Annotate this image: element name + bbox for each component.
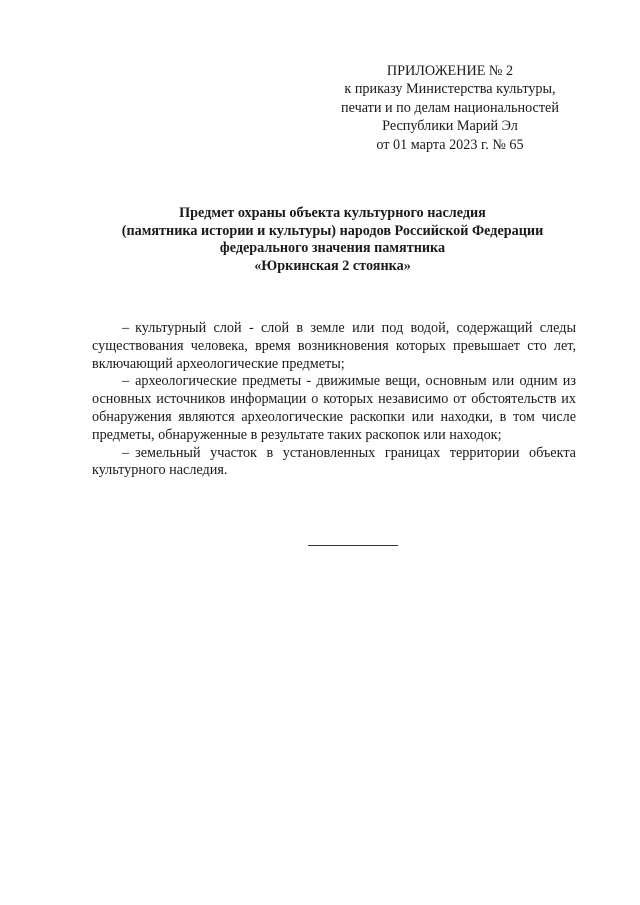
list-dash: –	[122, 444, 130, 461]
title-line-3: федерального значения памятника	[219, 240, 446, 257]
list-item-text: археологические предметы - движимые вещи, основным или одним из основных источников информации о которых независимо от обстоятельств их обнаружения являются археологические раскопки или находки, в том числе предметы, обнаруженные в результате таких раскопок или находок;	[92, 373, 576, 443]
title-line-4: «Юркинская 2 стоянка»	[254, 257, 411, 274]
appendix-ministry-line: печати и по делам национальностей	[341, 99, 559, 116]
appendix-header	[320, 62, 580, 154]
title-line-1: Предмет охраны объекта культурного наследия	[179, 205, 486, 221]
list-item-land-plot	[92, 445, 576, 481]
title-line-2: (памятника истории и культуры) народов Российской Федерации	[121, 222, 544, 239]
appendix-date-line: от 01 марта 2023 г. № 65	[376, 136, 524, 153]
document-title	[80, 205, 585, 275]
appendix-number: ПРИЛОЖЕНИЕ № 2	[386, 63, 514, 79]
list-item-cultural-layer	[92, 320, 576, 373]
list-dash: –	[122, 320, 130, 336]
appendix-order-line: к приказу Министерства культуры,	[344, 81, 556, 98]
closing-divider	[308, 545, 398, 546]
document-body	[92, 320, 576, 480]
appendix-republic-line: Республики Марий Эл	[382, 118, 518, 135]
list-dash: –	[122, 373, 130, 390]
list-item-text: земельный участок в установленных границах территории объекта культурного наследия.	[92, 444, 576, 479]
list-item-text: культурный слой - слой в земле или под водой, содержащий следы существования человека, время возникновения которых превышает сто лет, включающий археологические предметы;	[92, 320, 576, 372]
list-item-archaeological-objects	[92, 373, 576, 444]
